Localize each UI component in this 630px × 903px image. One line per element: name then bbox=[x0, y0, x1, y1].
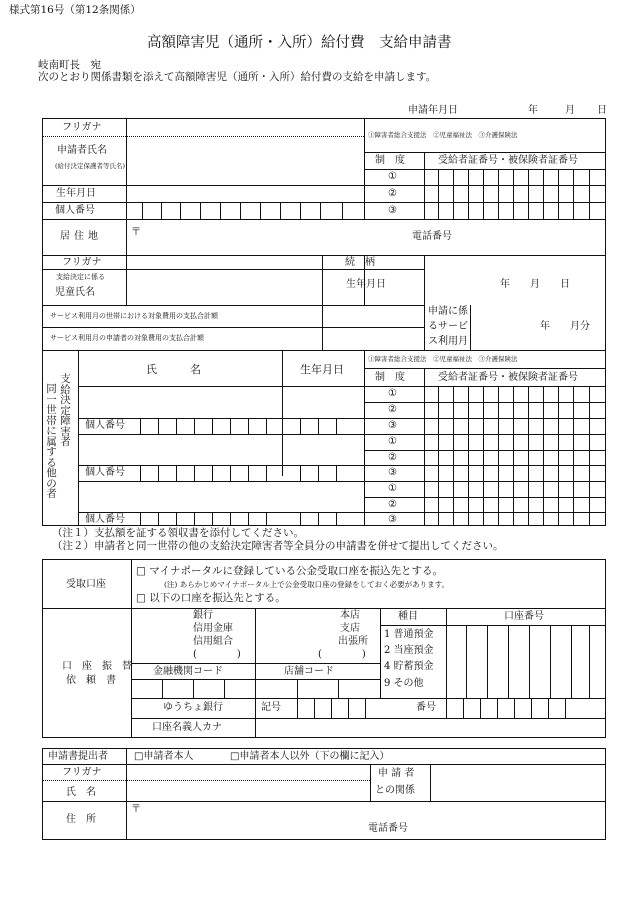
household-mynumber-1: 個人番号 bbox=[85, 420, 125, 431]
service-month-value: 年 月分 bbox=[540, 321, 590, 332]
household-birth-header: 生年月日 bbox=[300, 363, 344, 376]
household-law-2c: ② bbox=[388, 499, 397, 510]
household-cert-header: 受給者証番号・被保険者証番号 bbox=[438, 372, 578, 383]
household-law-2b: ② bbox=[388, 452, 397, 463]
transfer-request-label-1: 口 座 振 替 bbox=[62, 661, 132, 672]
account-number-header: 口座番号 bbox=[504, 611, 544, 622]
child-name-label-1: 支給決定に係る bbox=[56, 273, 105, 281]
household-law-3c: ③ bbox=[388, 514, 397, 525]
applicant-system-header: 制 度 bbox=[375, 155, 405, 166]
form-number: 様式第16号（第12条関係） bbox=[9, 4, 141, 16]
intro-text: 次のとおり関係書類を添えて高額障害児（通所・入所）給付費の支給を申請します。 bbox=[38, 71, 437, 83]
household-law-3a: ③ bbox=[388, 420, 397, 431]
applicant-name-field[interactable] bbox=[127, 137, 363, 184]
applicant-name-label: 申請者氏名 bbox=[57, 145, 107, 156]
submitter-relation-label-1: 申 請 者 bbox=[378, 768, 415, 779]
phone-label: 電話番号 bbox=[412, 231, 452, 242]
bank-type-3: 信用組合 bbox=[193, 636, 233, 647]
kigo-label: 記号 bbox=[261, 702, 281, 713]
account-holder-label: 口座名義人カナ bbox=[152, 722, 222, 733]
child-birth-label: 生年月日 bbox=[346, 279, 386, 290]
note-1: （注１）支払額を証する領収書を添付してください。 bbox=[52, 527, 304, 539]
applicant-cert-header: 受給者証番号・被保険者証番号 bbox=[438, 155, 578, 166]
submitter-postal-mark: 〒 bbox=[131, 804, 141, 815]
yucho-label: ゆうちょ銀行 bbox=[163, 702, 223, 713]
child-relation-label: 続 柄 bbox=[345, 257, 375, 268]
child-furigana-label: フリガナ bbox=[62, 257, 102, 268]
submitter-address-label: 住 所 bbox=[66, 814, 96, 825]
child-birth-ymd: 年 月 日 bbox=[500, 279, 570, 290]
submitter-label: 申請書提出者 bbox=[48, 751, 108, 762]
submitter-name-label: 氏 名 bbox=[66, 787, 96, 798]
service-month-label-2: るサービ bbox=[428, 321, 468, 332]
date-year: 年 bbox=[528, 105, 538, 116]
address-label: 居住地 bbox=[60, 231, 102, 242]
bank-code-label: 金融機関コード bbox=[153, 666, 223, 677]
deposit-type-2: 2 当座預金 bbox=[384, 645, 434, 656]
bank-paren: ( ) bbox=[193, 649, 241, 660]
submitter-relation-label-2: との関係 bbox=[375, 785, 415, 796]
branch-paren: ( ) bbox=[318, 649, 366, 660]
bank-receive-label: 受取口座 bbox=[66, 579, 106, 590]
child-name-label-2: 児童氏名 bbox=[55, 287, 95, 298]
public-account-note: (注) あらかじめマイナポータル上で公金受取口座の登録をしておく必要があります。 bbox=[164, 580, 449, 589]
applicant-law-2: ② bbox=[388, 188, 397, 199]
household-system-header: 制 度 bbox=[375, 372, 405, 383]
public-account-option[interactable]: □ マイナポータルに登録している公金受取口座を振込先とする。 bbox=[136, 565, 444, 577]
deposit-type-3: 4 貯蓄預金 bbox=[384, 661, 434, 672]
submitter-self-option[interactable]: □申請者本人 bbox=[134, 751, 194, 762]
deposit-type-header: 種目 bbox=[398, 611, 418, 622]
applicant-law-1: ① bbox=[388, 171, 397, 182]
addressee: 岐南町長 宛 bbox=[38, 59, 101, 71]
mynumber-label: 個人番号 bbox=[55, 205, 95, 216]
birth-date-label: 生年月日 bbox=[56, 188, 96, 199]
bank-type-1: 銀行 bbox=[193, 610, 213, 621]
bank-type-2: 信用金庫 bbox=[193, 623, 233, 634]
household-vertical-label-b: 支給決定障害者 bbox=[60, 373, 71, 448]
address-postal-mark: 〒 bbox=[131, 227, 141, 238]
household-mynumber-2: 個人番号 bbox=[85, 467, 125, 478]
household-law-3b: ③ bbox=[388, 467, 397, 478]
household-law-1b: ① bbox=[388, 436, 397, 447]
note-2: （注２）申請者と同一世帯の他の支給決定障害者等全員分の申請書を併せて提出してください。 bbox=[52, 540, 504, 552]
other-account-option[interactable]: □ 以下の口座を振込先とする。 bbox=[136, 592, 286, 604]
page-title: 高額障害児（通所・入所）給付費 支給申請書 bbox=[147, 35, 452, 51]
applicant-laws: ①障害者総合支援法 ②児童福祉法 ③介護保険法 bbox=[368, 131, 518, 139]
applicant-law-3: ③ bbox=[388, 205, 397, 216]
applicant-total-label: サービス利用月の申請者の対象費用の支払合計額 bbox=[50, 334, 204, 342]
branch-type-1: 本店 bbox=[340, 610, 360, 621]
deposit-type-4: 9 その他 bbox=[384, 678, 424, 689]
household-laws: ①障害者総合支援法 ②児童福祉法 ③介護保険法 bbox=[368, 355, 518, 363]
bango-label: 番号 bbox=[416, 702, 436, 713]
applicant-name-sublabel: (給付決定保護者等氏名) bbox=[55, 162, 126, 170]
branch-type-2: 支店 bbox=[340, 623, 360, 634]
household-law-1c: ① bbox=[388, 483, 397, 494]
household-name-header: 氏 名 bbox=[146, 363, 201, 376]
transfer-request-label-2: 依 頼 書 bbox=[66, 675, 116, 686]
submitter-phone-label: 電話番号 bbox=[368, 823, 408, 834]
furigana-label: フリガナ bbox=[62, 122, 102, 133]
application-date-label: 申請年月日 bbox=[408, 105, 458, 116]
household-total-label: サービス利用月の世帯における対象費用の支払合計額 bbox=[50, 312, 218, 320]
deposit-type-1: 1 普通預金 bbox=[384, 629, 434, 640]
household-law-2a: ② bbox=[388, 404, 397, 415]
date-day: 日 bbox=[597, 105, 607, 116]
submitter-other-option[interactable]: □申請者本人以外（下の欄に記入） bbox=[230, 751, 390, 762]
service-month-label-1: 申請に係 bbox=[428, 306, 468, 317]
household-vertical-label-a: 同一世帯に属する他の者 bbox=[46, 383, 57, 500]
household-law-1a: ① bbox=[388, 388, 397, 399]
date-month: 月 bbox=[565, 105, 575, 116]
household-mynumber-3: 個人番号 bbox=[85, 514, 125, 525]
service-month-label-3: ス利用月 bbox=[428, 336, 468, 347]
branch-code-label: 店舗コード bbox=[284, 666, 334, 677]
branch-type-3: 出張所 bbox=[338, 636, 368, 647]
submitter-furigana-label: フリガナ bbox=[62, 767, 102, 778]
